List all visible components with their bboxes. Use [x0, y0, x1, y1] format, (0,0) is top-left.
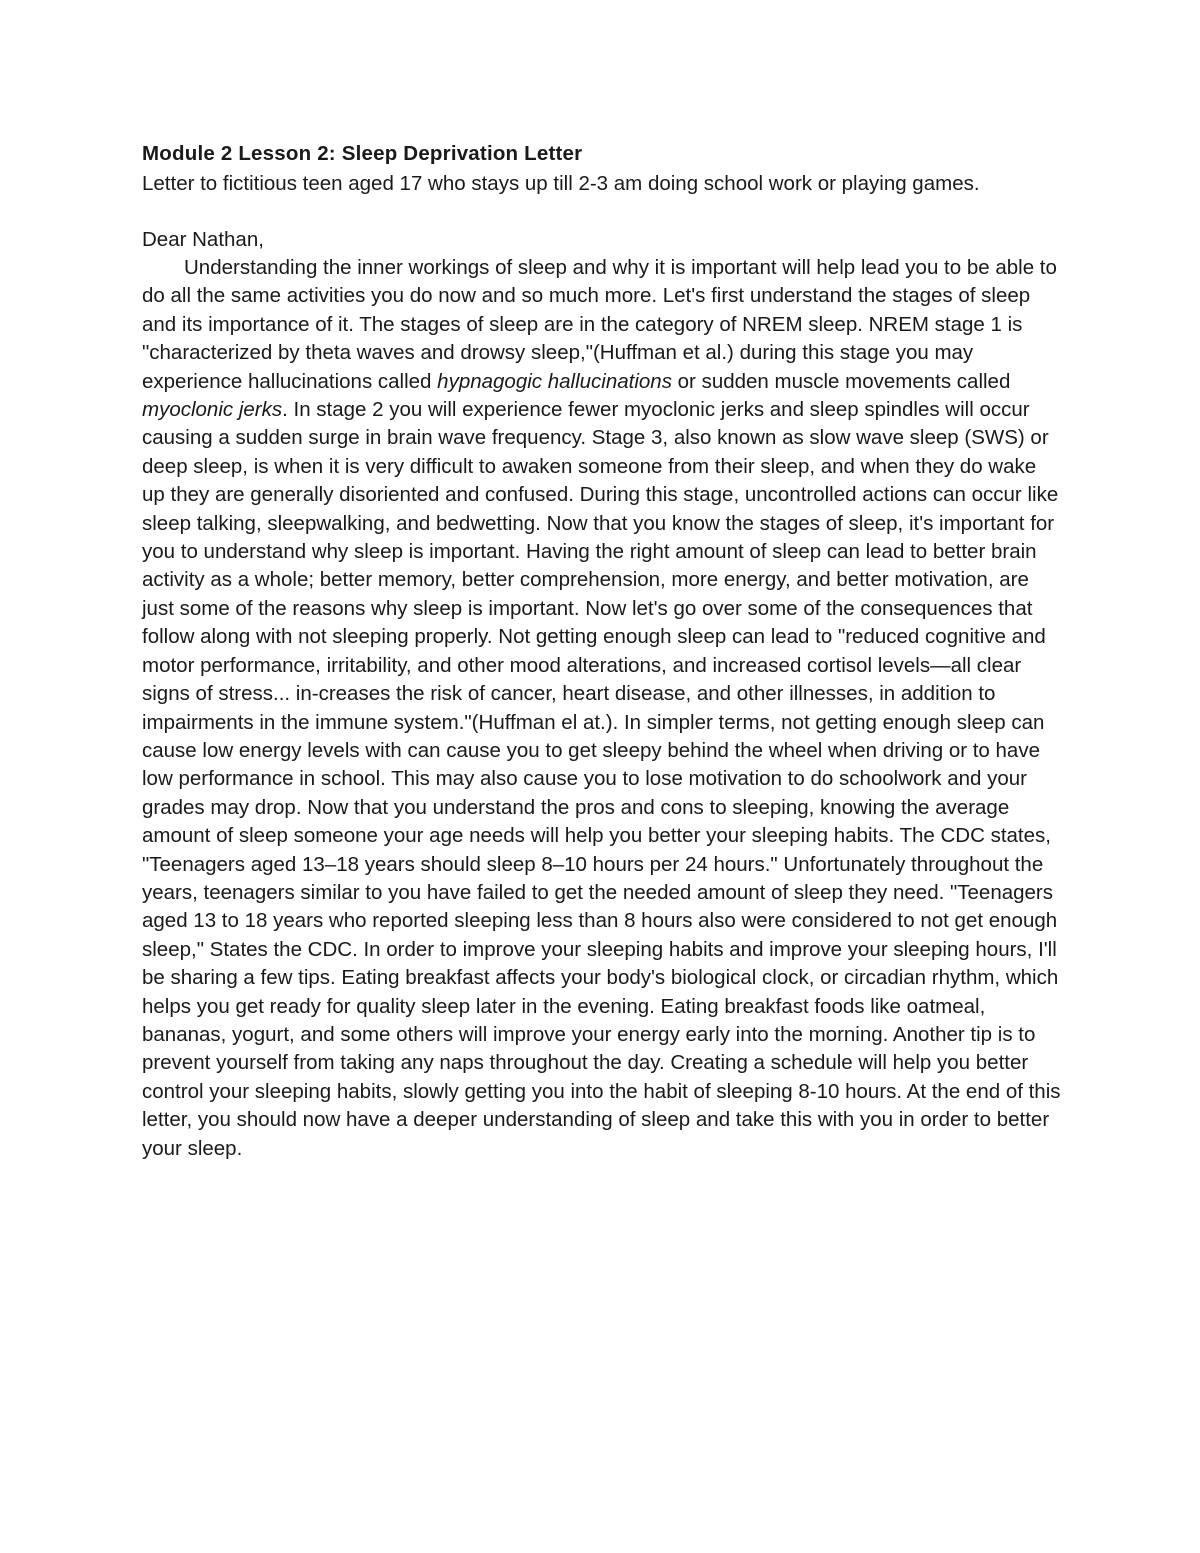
- letter-body: [142, 254, 1062, 1163]
- document-subtitle: Letter to fictitious teen aged 17 who stays up till 2-3 am doing school work or playing games.: [142, 172, 980, 195]
- letter-body-part-2: or sudden muscle movements called: [671, 369, 1011, 393]
- document-content: [142, 140, 1062, 1163]
- letter-body-italic-term-1: hypnagogic hallucinations: [437, 369, 672, 393]
- letter-body-part-3: . In stage 2 you will experience fewer myoclonic jerks and sleep spindles will occur causing a sudden surge in brain wave frequency. Stage 3, also known as slow wave sleep (SWS) or deep sleep, is when it is very difficult to awaken someone from their sleep, and when they do wake up they are generally disoriented and confused. During this stage, uncontrolled actions can occur like sleep talking, sleepwalking, and bedwetting. Now that you know the stages of sleep, it's important for you to understand why sleep is important. Having the right amount of sleep can lead to better brain activity as a whole; better memory, better comprehension, more energy, and better motivation, are just some of the reasons why sleep is important. Now let's go over some of the consequences that follow along with not sleeping properly. Not getting enough sleep can lead to "reduced cognitive and motor performance, irritability, and other mood alterations, and increased cortisol levels—all clear signs of stress... in-creases the risk of cancer, heart disease, and other illnesses, in addition to impairments in the immune system."(Huffman el at.). In simpler terms, not getting enough sleep can cause low energy levels with can cause you to get sleepy behind the wheel when driving or to have low performance in school. This may also cause you to lose motivation to do schoolwork and your grades may drop. Now that you understand the pros and cons to sleeping, knowing the average amount of sleep someone your age needs will help you better your sleeping habits. The CDC states, "Teenagers aged 13–18 years should sleep 8–10 hours per 24 hours." Unfortunately throughout the years, teenagers similar to you have failed to get the needed amount of sleep they need. "Teenagers aged 13 to 18 years who reported sleeping less than 8 hours also were considered to not get enough sleep," States the CDC. In order to improve your sleeping habits and improve your sleeping hours, I'll be sharing a few tips. Eating breakfast affects your body's biological clock, or circadian rhythm, which helps you get ready for quality sleep later in the evening. Eating breakfast foods like oatmeal, bananas, yogurt, and some others will improve your energy early into the morning. Another tip is to prevent yourself from taking any naps throughout the day. Creating a schedule will help you better control your sleeping habits, slowly getting you into the habit of sleeping 8-10 hours. At the end of this letter, you should now have a deeper understanding of sleep and take this with you in order to better your sleep.: [142, 398, 1061, 1160]
- document-title: Module 2 Lesson 2: Sleep Deprivation Letter: [142, 142, 583, 165]
- letter-body-italic-term-2: myoclonic jerks: [142, 398, 283, 422]
- letter-salutation: Dear Nathan,: [142, 228, 264, 251]
- letter-body-part-1: Understanding the inner workings of sleep and why it is important will help lead you to be able to do all the same activities you do now and so much more. Let's first understand the stages of sleep and its importance of it. The stages of sleep are in the category of NREM sleep. NREM stage 1 is "characterized by theta waves and drowsy sleep,"(Huffman et al.) during this stage you may experience hallucinations called: [142, 256, 1057, 393]
